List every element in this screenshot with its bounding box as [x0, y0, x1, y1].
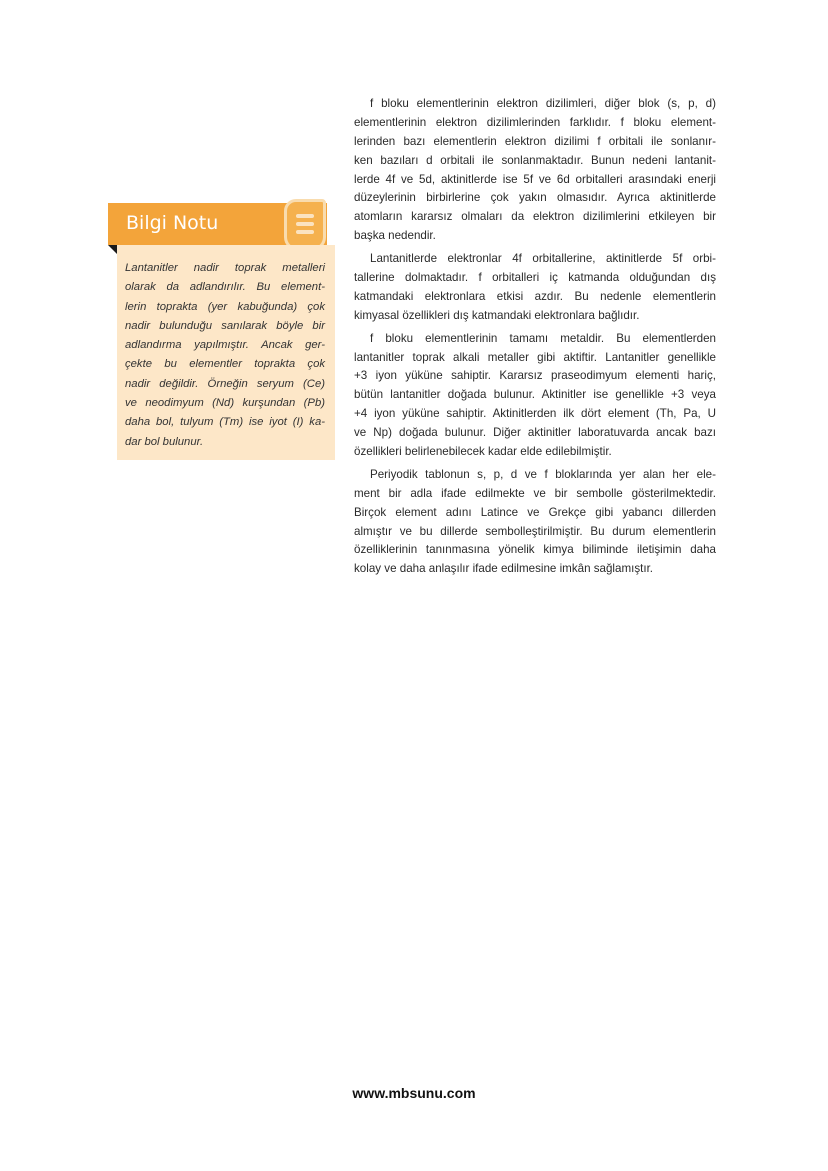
text-line: lantanitler toprak alkali metaller gibi aktiftir. Lantanitler genellikle	[354, 350, 716, 364]
paragraph	[354, 466, 716, 579]
text-line: lerde 4f ve 5d, aktinitlerde ise 5f ve 6d orbitalleri arasındaki enerji	[354, 172, 716, 186]
paragraph	[354, 95, 716, 246]
text-line: düzeylerinin birbirlerine çok yakın olmasıdır. Ayrıca aktinitlerde	[354, 191, 716, 205]
text-line: dar bol bulunur.	[125, 435, 204, 448]
text-line: atomların kararsız olmaları da elektron dizilimlerini etkileyen bir	[354, 210, 716, 224]
text-line: Lantanitler nadir toprak metalleri	[125, 262, 325, 274]
text-line: tallerine dolmaktadır. f orbitalleri iç katmanda olduğundan dış	[354, 271, 716, 285]
text-line: başka nedendir.	[354, 229, 436, 243]
main-text	[354, 95, 716, 583]
info-box-body	[117, 245, 335, 460]
paragraph	[354, 250, 716, 326]
text-line: ve Np) doğada bulunur. Diğer aktinitler laboratuvarda ancak bazı	[354, 426, 716, 440]
text-line: f bloku elementlerinin tamamı metaldir. Bu elementlerden	[370, 331, 716, 345]
text-line: nadir bulunduğu sanılarak böyle bir	[125, 319, 325, 332]
footer-url: www.mbsunu.com	[352, 1085, 476, 1101]
text-line: özellikleri belirlenebilecek kadar elde edilebilmiştir.	[354, 445, 612, 459]
text-line: daha bol, tulyum (Tm) ise iyot (I) ka-	[125, 416, 325, 429]
text-line: bütün lantanitler doğada bulunur. Aktinitler ise genellikle +3 veya	[354, 388, 716, 402]
text-line: ken bazıları d orbitali ile sonlanmaktadır. Bunun nedeni lantanit-	[354, 153, 716, 167]
text-line: çekte bu elementler toprakta çok	[125, 358, 325, 371]
text-line: kolay ve daha anlaşılır ifade edilmesine imkân sağlamıştır.	[354, 562, 654, 576]
note-document-icon	[284, 199, 326, 251]
text-line: katmandaki elektronlara etkisi azdır. Bu nedenle elementlerin	[354, 289, 716, 303]
ribbon-fold	[108, 245, 117, 254]
text-line: +3 iyon yüküne sahiptir. Kararsız praseodimyum elementi hariç,	[354, 369, 716, 383]
text-line: f bloku elementlerinin elektron dizilimleri, diğer blok (s, p, d)	[370, 97, 716, 110]
info-box-header	[108, 203, 327, 245]
text-line: kimyasal özellikleri dış katmandaki elektronlara bağlıdır.	[354, 308, 640, 322]
text-line: ve neodimyum (Nd) kurşundan (Pb)	[125, 397, 325, 410]
text-line: olarak da adlandırılır. Bu element-	[125, 281, 325, 294]
text-line: ment bir adla ifade edilmekte ve bir sembolle gösterilmektedir.	[354, 486, 716, 500]
text-line: nadir değildir. Örneğin seryum (Ce)	[125, 377, 325, 390]
text-line: Periyodik tablonun s, p, d ve f bloklarında yer alan her ele-	[370, 467, 716, 481]
text-line: almıştır ve bu dillerde sembolleştirilmiştir. Bu durum elementlerin	[354, 524, 716, 538]
text-line: +4 iyon yüküne sahiptir. Aktinitlerden ilk dört element (Th, Pa, U	[354, 407, 716, 421]
text-line: elementlerinin elektron dizilimlerinden farklıdır. f bloku element-	[354, 115, 716, 129]
info-box-title: Bilgi Notu	[126, 212, 219, 234]
text-line: Birçok element adını Latince ve Grekçe gibi yabancı dillerden	[354, 505, 716, 519]
text-line: lerinden bazı elementlerin elektron dizilimi f orbitali ile sonlanır-	[354, 134, 716, 148]
text-line: lerin toprakta (yer kabuğunda) çok	[125, 300, 325, 313]
info-box-text	[125, 259, 325, 452]
text-line: özelliklerinin tanınmasına yönelik kimya biliminde iletişimin daha	[354, 543, 716, 557]
paragraph	[354, 330, 716, 462]
text-line: Lantanitlerde elektronlar 4f orbitallerine, aktinitlerde 5f orbi-	[370, 252, 716, 266]
text-line: adlandırma yapılmıştır. Ancak ger-	[125, 339, 325, 352]
